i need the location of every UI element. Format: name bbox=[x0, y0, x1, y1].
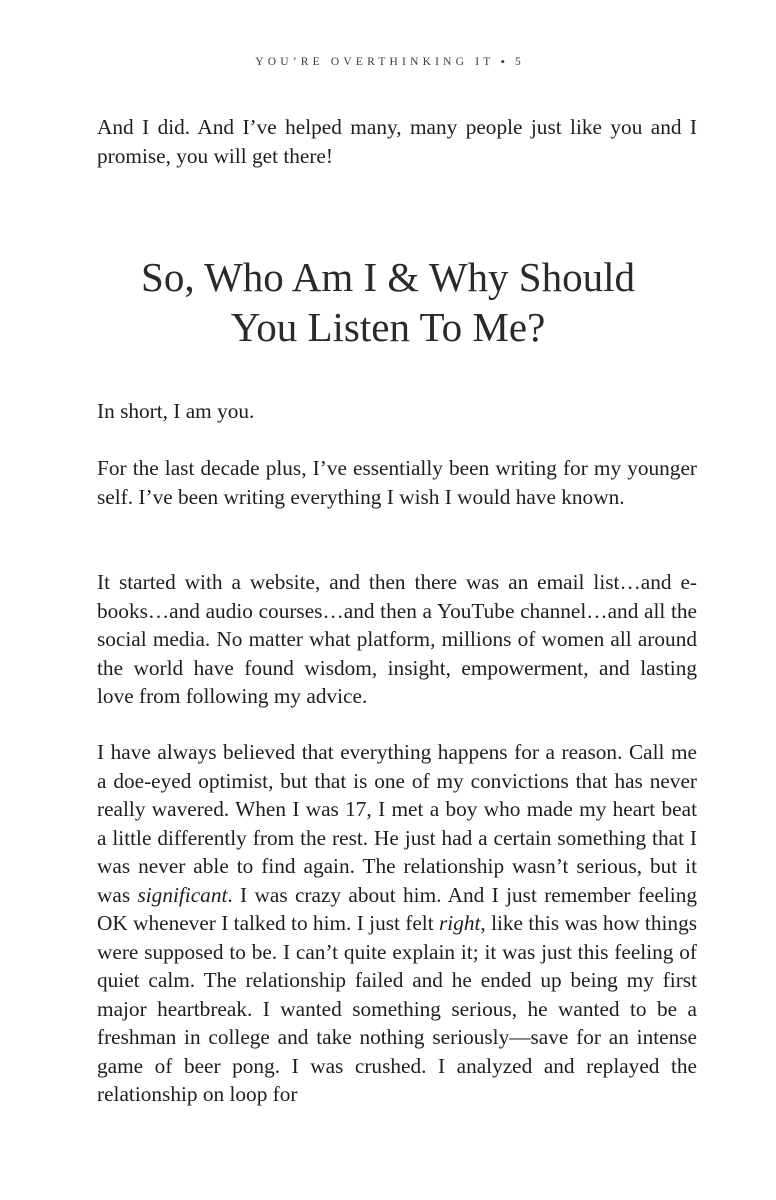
paragraph-in-short: In short, I am you. bbox=[97, 399, 255, 423]
section-heading bbox=[0, 252, 776, 352]
paragraph-everything-happens bbox=[97, 738, 697, 1109]
paragraph-intro: And I did. And I’ve helped many, many people just like you and I promise, you will get there! bbox=[97, 115, 697, 168]
page-number: 5 bbox=[515, 56, 521, 68]
paragraph-last-decade: For the last decade plus, I’ve essentially been writing for my younger self. I’ve been writing everything I wish I would have known. bbox=[97, 456, 697, 509]
paragraph-text-part-3: , like this was how things were supposed to be. I can’t quite explain it; it was just this feeling of quiet calm. The relationship failed and he ended up being my first major heartbreak. I wanted something serious, he wanted to be a freshman in college and take nothing seriously—save for an intense game of beer pong. I was crushed. I analyzed and replayed the relationship on loop for bbox=[97, 911, 697, 1106]
header-separator: • bbox=[500, 54, 506, 69]
paragraph-text-part-2: . I was crazy about him. And I just remember feeling OK whenever I talked to him. I just felt bbox=[97, 882, 697, 935]
running-title: YOU’RE OVERTHINKING IT bbox=[255, 56, 495, 68]
running-header bbox=[0, 53, 776, 69]
emphasis-significant: significant bbox=[137, 882, 228, 907]
section-heading-line-1: So, Who Am I & Why Should bbox=[141, 254, 635, 300]
paragraph-website: It started with a website, and then there was an email list…and e-books…and audio courses…and then a YouTube channel…and all the social media. No matter what platform, millions of women all around the world have found wisdom, insight, empowerment, and lasting love from following my advice. bbox=[97, 570, 697, 708]
section-heading-line-2: You Listen To Me? bbox=[230, 304, 546, 350]
emphasis-right: right bbox=[438, 911, 481, 935]
paragraph-text-part-1: I have always believed that everything happens for a reason. Call me a doe-eyed optimist, but that is one of my convictions that has never really wavered. When I was 17, I met a boy who made my heart beat a little differently from the rest. He just had a certain something that I was never able to find again. The relationship wasn’t serious, but it was bbox=[97, 740, 697, 907]
